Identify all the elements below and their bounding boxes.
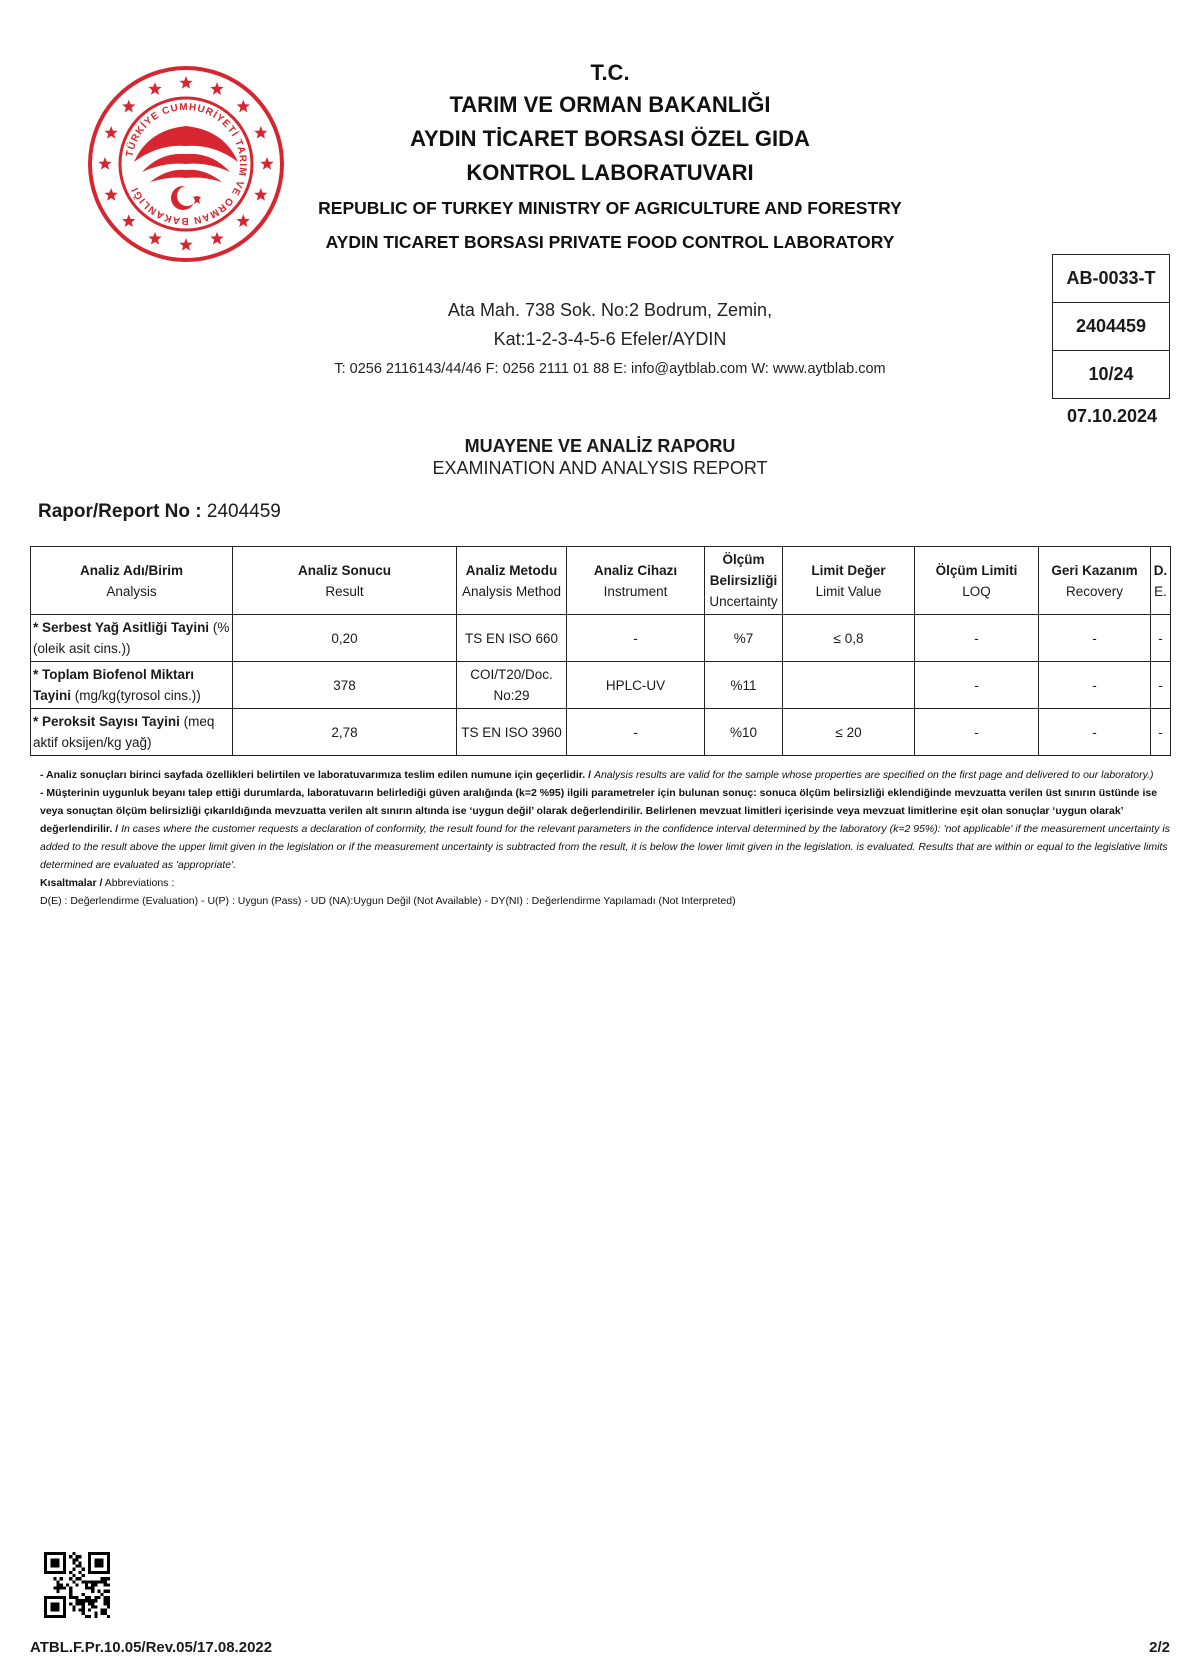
col-header-analysis: Analiz Adı/Birim Analysis (31, 547, 233, 615)
note-validity: - Analiz sonuçları birinci sayfada özellikleri belirtilen ve laboratuvarımıza teslim edilen numune için geçerlidir. / Analysis results are valid for the sample whose properties are specified on the first page and delivered to our laboratory.) (40, 769, 1154, 781)
seal-star-icon (237, 100, 250, 113)
cell-limit: ≤ 20 (783, 709, 915, 756)
header-lab-line2: KONTROL LABORATUVARI (466, 160, 754, 185)
col-header-result: Analiz Sonucu Result (233, 547, 457, 615)
seal-star-icon (98, 157, 111, 170)
seal-star-icon (210, 232, 223, 245)
cell-method: TS EN ISO 3960 (457, 709, 567, 756)
seal-star-icon (122, 214, 135, 227)
seal-star-icon (148, 232, 161, 245)
cell-recovery: - (1039, 662, 1151, 709)
cell-method: TS EN ISO 660 (457, 615, 567, 662)
cell-analysis: * Toplam Biofenol Miktarı Tayini (mg/kg(tyrosol cins.)) (31, 662, 233, 709)
seal-ring-text: TÜRKİYE CUMHURİYETİ TARIM VE ORMAN BAKANLIĞI (124, 101, 249, 227)
cell-analysis: * Serbest Yağ Asitliği Tayini (% (oleik asit cins.)) (31, 615, 233, 662)
col-header-method: Analiz Metodu Analysis Method (457, 547, 567, 615)
header-ministry: TARIM VE ORMAN BAKANLIĞI (449, 92, 771, 117)
accreditation-box (1052, 254, 1170, 399)
seal-star-icon (254, 126, 267, 139)
seal-star-icon (254, 188, 267, 201)
address-line-1: Ata Mah. 738 Sok. No:2 Bodrum, Zemin, (447, 300, 773, 320)
seal-star-icon (237, 214, 250, 227)
cell-uncertainty: %10 (705, 709, 783, 756)
cell-result: 0,20 (233, 615, 457, 662)
seal-star-icon (179, 76, 192, 89)
cell-limit (783, 662, 915, 709)
contact-line: T: 0256 2116143/44/46 F: 0256 2111 01 88 E: info@aytblab.com W: www.aytblab.com (334, 361, 886, 377)
cell-method: COI/T20/Doc. No:29 (457, 662, 567, 709)
cell-result: 378 (233, 662, 457, 709)
cell-uncertainty: %7 (705, 615, 783, 662)
report-notes (40, 766, 1170, 910)
cell-evaluation: - (1151, 615, 1171, 662)
report-title-tr: MUAYENE VE ANALİZ RAPORU (464, 436, 736, 456)
cell-evaluation: - (1151, 709, 1171, 756)
header-english-ministry: REPUBLIC OF TURKEY MINISTRY OF AGRICULTURE AND FORESTRY (318, 198, 902, 218)
form-code: ATBL.F.Pr.10.05/Rev.05/17.08.2022 (30, 1639, 273, 1656)
address-line-2: Kat:1-2-3-4-5-6 Efeler/AYDIN (493, 329, 727, 349)
header-lab-line1: AYDIN TİCARET BORSASI ÖZEL GIDA (410, 126, 810, 151)
ministry-seal-logo (86, 64, 286, 264)
seal-star-icon (260, 157, 273, 170)
col-header-uncertainty: Ölçüm Belirsizliği Uncertainty (705, 547, 783, 615)
cell-instrument: HPLC-UV (567, 662, 705, 709)
results-table (30, 546, 1171, 756)
seal-star-icon (148, 82, 161, 95)
report-number-label: Rapor/Report No : (38, 501, 202, 522)
cell-loq: - (915, 709, 1039, 756)
cell-instrument: - (567, 615, 705, 662)
cell-result: 2,78 (233, 709, 457, 756)
note-abbreviations-title: Kısaltmalar / Abbreviations : (40, 877, 175, 889)
seal-star-icon (105, 126, 118, 139)
col-header-loq: Ölçüm Limiti LOQ (915, 547, 1039, 615)
seal-star-icon (105, 188, 118, 201)
note-abbreviations: D(E) : Değerlendirme (Evaluation) - U(P) : Uygun (Pass) - UD (NA):Uygun Değil (Not Available) - DY(NI) : Değerlendirme Yapılamadı (Not Interpreted) (40, 895, 736, 907)
cell-instrument: - (567, 709, 705, 756)
accreditation-report-no: 2404459 (1053, 302, 1169, 350)
report-number-value: 2404459 (206, 501, 281, 522)
header-tc: T.C. (590, 60, 630, 85)
cell-limit: ≤ 0,8 (783, 615, 915, 662)
accreditation-code: AB-0033-T (1066, 268, 1156, 288)
seal-star-icon (179, 238, 192, 251)
page-number: 2/2 (1149, 1639, 1170, 1656)
col-header-instrument: Analiz Cihazı Instrument (567, 547, 705, 615)
cell-loq: - (915, 662, 1039, 709)
table-row (31, 709, 1171, 756)
note-conformity: - Müşterinin uygunluk beyanı talep ettiği durumlarda, laboratuvarın belirlediği güven aralığında (k=2 %95) ilgili parametreler için bulunan sonuç: sonuca ölçüm belirsizliği eklendiğinde mevzuatta verilen üst sınırın üstünde ise veya sonuçtan ölçüm belirsizliği çıkarıldığında mevzuatta verilen alt sınırın altında ise ‘uygun değil’ olarak değerlendirilir. Belirlenen mevzuat limitleri içerisinde veya mevzuat limitlerine eşit olan sonuçlar ‘uygun olarak’ değerlendirilir. / In cases where the customer requests a declaration of conformity, the result found for the relevant parameters in the confidence interval determined by the laboratory (k=2 95%): 'not applicable' if the measurement uncertainty is added to the result above the upper limit given in the legislation or if the measurement uncertainty is subtracted from the result, it is below the lower limit given in the legislation. is evaluated. Results that are within or equal to the legislative limits determined are evaluated as 'appropriate'. (40, 787, 1170, 871)
report-title-en: EXAMINATION AND ANALYSIS REPORT (432, 458, 768, 478)
cell-uncertainty: %11 (705, 662, 783, 709)
cell-evaluation: - (1151, 662, 1171, 709)
header-english-lab: AYDIN TICARET BORSASI PRIVATE FOOD CONTROL LABORATORY (325, 232, 895, 252)
qr-code[interactable] (44, 1552, 110, 1618)
report-number (38, 501, 281, 523)
accreditation-seq: 10/24 (1053, 350, 1169, 398)
seal-star-icon (210, 82, 223, 95)
cell-loq: - (915, 615, 1039, 662)
seal-star-icon (122, 100, 135, 113)
table-header-row (31, 547, 1171, 615)
cell-analysis: * Peroksit Sayısı Tayini (meq aktif oksijen/kg yağ) (31, 709, 233, 756)
table-row (31, 615, 1171, 662)
col-header-recovery: Geri Kazanım Recovery (1039, 547, 1151, 615)
table-row (31, 662, 1171, 709)
accreditation-date: 07.10.2024 (1066, 406, 1158, 426)
cell-recovery: - (1039, 615, 1151, 662)
cell-recovery: - (1039, 709, 1151, 756)
col-header-evaluation: D. E. (1151, 547, 1171, 615)
col-header-limit: Limit Değer Limit Value (783, 547, 915, 615)
